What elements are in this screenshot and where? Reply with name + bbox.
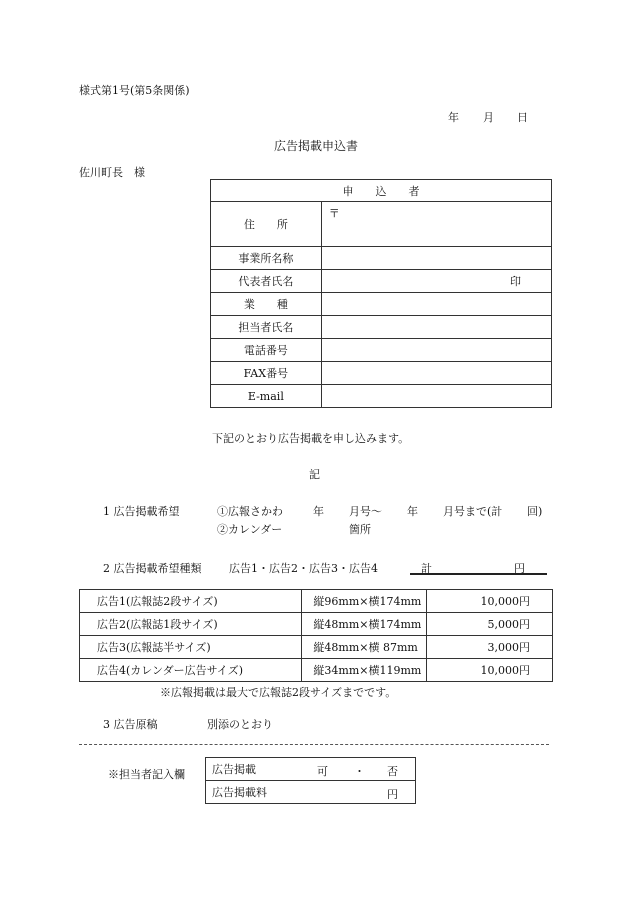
address-field[interactable] <box>321 202 551 247</box>
business-name-label: 事業所名称 <box>211 247 322 270</box>
fax-field[interactable] <box>321 362 551 385</box>
approval-ok: 可 <box>317 765 328 778</box>
option2-count-unit: 箇所 <box>349 523 371 536</box>
ki-mark: 記 <box>309 468 320 481</box>
table-row <box>80 659 553 682</box>
option2-name: ②カレンダー <box>217 523 283 536</box>
total-yen: 円 <box>514 562 525 575</box>
fee-unit: 円 <box>387 788 398 801</box>
section3-value: 別添のとおり <box>207 718 273 731</box>
date-day-label: 日 <box>517 111 528 124</box>
ad-price: 3,000円 <box>427 636 553 659</box>
ad-size: 縦96mm×横174mm <box>302 590 427 613</box>
total-label: 計 <box>421 562 432 575</box>
size-note: ※広報掲載は最大で広報誌2段サイズまでです。 <box>160 686 397 699</box>
page-title: 広告掲載申込書 <box>274 139 359 153</box>
fax-label: FAX番号 <box>211 362 322 385</box>
ad-size-table <box>79 589 553 682</box>
ad-price: 10,000円 <box>427 590 553 613</box>
staff-row-approval[interactable] <box>206 758 416 781</box>
contact-person-label: 担当者氏名 <box>211 316 322 339</box>
ad-name: 広告3(広報誌半サイズ) <box>80 636 302 659</box>
email-field[interactable] <box>321 385 551 408</box>
option1-times: 回) <box>527 505 543 518</box>
total-field[interactable] <box>410 559 547 575</box>
postal-mark: 〒 <box>328 207 340 220</box>
ad-price: 10,000円 <box>427 659 553 682</box>
table-row <box>80 590 553 613</box>
representative-field[interactable] <box>321 270 551 293</box>
staff-row-fee[interactable] <box>206 781 416 804</box>
approval-ng: 否 <box>387 765 398 778</box>
ad-price: 5,000円 <box>427 613 553 636</box>
representative-label: 代表者氏名 <box>211 270 322 293</box>
date-month-label: 月 <box>483 111 494 124</box>
dashed-divider <box>79 744 549 745</box>
industry-label: 業 種 <box>211 293 322 316</box>
option1-month-to: 月号まで(計 <box>443 505 503 518</box>
section2-label: 2 広告掲載希望種類 <box>103 562 202 575</box>
seal-mark: 印 <box>510 275 521 288</box>
option1-year-from: 年 <box>313 505 324 518</box>
email-label: E-mail <box>211 385 322 408</box>
table-row <box>80 636 553 659</box>
industry-field[interactable] <box>321 293 551 316</box>
fee-label: 広告掲載料 <box>212 786 267 799</box>
phone-field[interactable] <box>321 339 551 362</box>
form-number: 様式第1号(第5条関係) <box>79 84 190 97</box>
contact-person-field[interactable] <box>321 316 551 339</box>
ad-type-choices[interactable]: 広告1・広告2・広告3・広告4 <box>229 562 378 575</box>
phone-label: 電話番号 <box>211 339 322 362</box>
section1-label: 1 広告掲載希望 <box>103 505 180 518</box>
approval-dot: ・ <box>354 765 365 778</box>
ad-name: 広告1(広報誌2段サイズ) <box>80 590 302 613</box>
section3-label: 3 広告原稿 <box>103 718 158 731</box>
staff-table <box>205 757 416 804</box>
staff-section-label: ※担当者記入欄 <box>108 768 185 781</box>
ad-size: 縦48mm×横174mm <box>302 613 427 636</box>
table-row <box>80 613 553 636</box>
address-label: 住 所 <box>211 202 322 247</box>
applicant-header: 申 込 者 <box>211 180 552 202</box>
ad-name: 広告2(広報誌1段サイズ) <box>80 613 302 636</box>
ad-size: 縦48mm×横 87mm <box>302 636 427 659</box>
option1-month-from: 月号～ <box>349 505 382 518</box>
business-name-field[interactable] <box>321 247 551 270</box>
applicant-table <box>210 179 552 408</box>
approval-label: 広告掲載 <box>212 763 256 776</box>
date-year-label: 年 <box>448 111 459 124</box>
application-statement: 下記のとおり広告掲載を申し込みます。 <box>212 432 410 445</box>
ad-name: 広告4(カレンダー広告サイズ) <box>80 659 302 682</box>
addressee: 佐川町長 様 <box>79 166 145 179</box>
option1-name: ①広報さかわ <box>217 505 283 518</box>
option1-year-to: 年 <box>407 505 418 518</box>
ad-size: 縦34mm×横119mm <box>302 659 427 682</box>
